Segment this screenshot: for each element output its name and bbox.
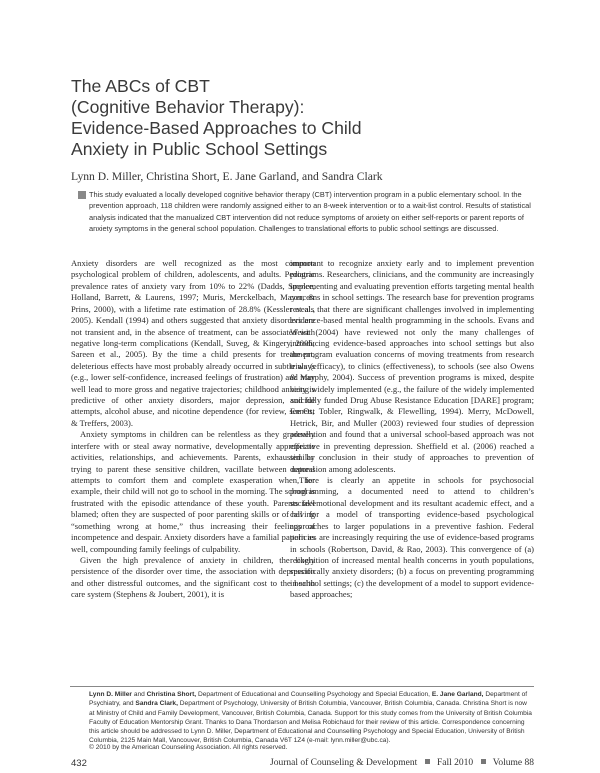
author-footnote (89, 690, 534, 746)
issue-label: Fall 2010 (436, 758, 474, 768)
body-paragraph: Given the high prevalence of anxiety in children, the likely persistence of the disorder over time, the association with depression and other distressful outcomes, and the significant cost to the health care system (Stephens & Joubert, 2001), it is (71, 554, 315, 600)
title-line: Evidence-Based Approaches to Child (71, 118, 362, 138)
journal-name: Journal of Counseling & Development (270, 758, 418, 768)
page-footer (0, 755, 600, 773)
copyright-notice: © 2010 by the American Counseling Association. All rights reserved. (89, 744, 288, 751)
body-paragraph: important to recognize anxiety early and to implement prevention programs. Researchers, clinicians, and the community are increasingly implementing and evaluating prevention efforts targeting mental health concerns in school settings. The research base for prevention programs reveals that there are significant challenges involved in implementing evidence-based mental health programming in the schools. Evans and Weist (2004) have reviewed not only the many challenges of introducing evidence-based approaches into school settings but also the program evaluation concerns of moving treatments from research trials (efficacy), to clinics (effectiveness), to schools (see also Owens & Murphy, 2004). Success of prevention programs is mixed, despite being widely implemented (e.g., the failure of the widely implemented and fully funded Drug Abuse Resistance Education [DARE] program; Ennett, Tobler, Ringwalk, & Flewelling, 1994). Merry, McDowell, Hetrick, Bir, and Muller (2003) reviewed four studies of depression prevention and found that a universal school-based approach was not effective in preventing depression. Sheffield et al. (2006) reached a similar conclusion in their study of approaches to prevention of depression among adolescents. (290, 258, 534, 474)
square-separator-icon (425, 759, 430, 764)
body-paragraph: Anxiety symptoms in children can be relentless as they gradually interfere with or steal away normative, developmentally appropriate activities, relationships, and achievements. Parents, exhausted by trying to parent these sensitive children, vacillate between natural attempts to comfort them and complete exasperation when, for example, their child will not go to school in the morning. The school is frustrated with the episodic attendance of these youth. Parents feel blamed; often they are suspected of poor parenting skills or of having “something wrong at home,” thus increasing their feelings of incompetence and despair. Anxiety disorders have a familial pattern as well, compounding family feelings of culpability. (71, 429, 315, 554)
square-bullet-icon (78, 191, 86, 199)
title-line: (Cognitive Behavior Therapy): (71, 97, 305, 117)
footnote-author: E. Jane Garland, (431, 691, 484, 698)
volume-label: Volume 88 (492, 758, 534, 768)
footnote-text: and (132, 691, 147, 698)
abstract (89, 189, 534, 235)
footnote-author: Lynn D. Miller (89, 691, 132, 698)
footnote-author: Sandra Clark, (135, 700, 178, 708)
abstract-text: This study evaluated a locally developed cognitive behavior therapy (CBT) intervention program in a public elementary school. In the prevention approach, 118 children were randomly assigned either to an 8-week intervention or to a wait-list control. Results of statistical analysis indicated that the manualized CBT intervention did not reduce symptoms of anxiety on either self-reports or parent reports of anxiety symptoms in the general school population. Challenges to translational efforts to public school settings are discussed. (89, 190, 531, 234)
page-number: 432 (71, 758, 87, 769)
footnote-text: Department of Psychology, University of British Columbia, Vancouver, British Columbia, Canada. Christina Short is now at Ministry of Child and Family Development, Vancouver, British Columbia, Canada. Support for this study comes from the University of British Columbia Faculty of Education Mentorship Grant. Thanks to Dana Thordarson and Melisa Robichaud for their review of this article. Correspondence concerning this article should be addressed to Lynn D. Miller, Department of Educational and Counselling Psychology and Special Education, University of British Columbia, 2125 Main Mall, Vancouver, British Columbia, Canada V6T 1Z4 (e-mail: lynn.miller@ubc.ca). (89, 700, 532, 745)
title-line: Anxiety in Public School Settings (71, 139, 328, 159)
title-line: The ABCs of CBT (71, 76, 210, 96)
body-column-left (71, 258, 315, 686)
body-paragraph: Anxiety disorders are well recognized as the most common psychological problem of children, adolescents, and adults. Pediatric prevalence rates of anxiety vary from 10% to 22% (Dadds, Spence, Holland, Barrett, & Laurens, 1997; Muris, Merckelbach, Mayer, & Prins, 2000), with a lifetime rate estimation of 28.8% (Kessler et al., 2005). Kendall (1994) and others suggested that anxiety disorders are not transient and, in the absence of treatment, can be associated with negative long-term complications (Kendall, Suveg, & Kingery, 2006; Sareen et al., 2005). By the time a child presents for treatment, deleterious effects have most probably already occurred in subtle ways (e.g., lower self-confidence, increased feelings of frustration) and may well lead to more gross and negative trajectories; childhood anxiety is predictive of other anxiety disorders, major depression, suicide attempts, alcohol abuse, and nicotine dependence (for review, see Ost & Treffers, 2003). (71, 258, 315, 428)
footnote-text: Department of Psychiatry, and (89, 691, 528, 708)
author-list: Lynn D. Miller, Christina Short, E. Jane Garland, and Sandra Clark (71, 170, 383, 183)
body-paragraph: There is clearly an appetite in schools for psychosocial programming, a documented need to attend to children’s social/emotional development and its resultant academic effect, and a call for a model of transporting evidence-based psychological approaches to larger populations in a preventive fashion. Federal policies are increasingly requiring the use of evidence-based programs in schools (Robertson, David, & Rao, 2003). This convergence of (a) recognition of increased mental health concerns in youth populations, specifically anxiety disorders; (b) a focus on preventing programming in school settings; (c) the development of a model to support evidence-based approaches; (290, 475, 534, 600)
footnote-text: Department of Educational and Counselling Psychology and Special Education, (196, 691, 432, 698)
article-title (71, 76, 471, 160)
body-column-right (290, 258, 534, 686)
running-footer (270, 758, 534, 768)
footnote-author: Christina Short, (146, 691, 197, 698)
footnote-divider (70, 686, 534, 687)
square-separator-icon (481, 759, 486, 764)
